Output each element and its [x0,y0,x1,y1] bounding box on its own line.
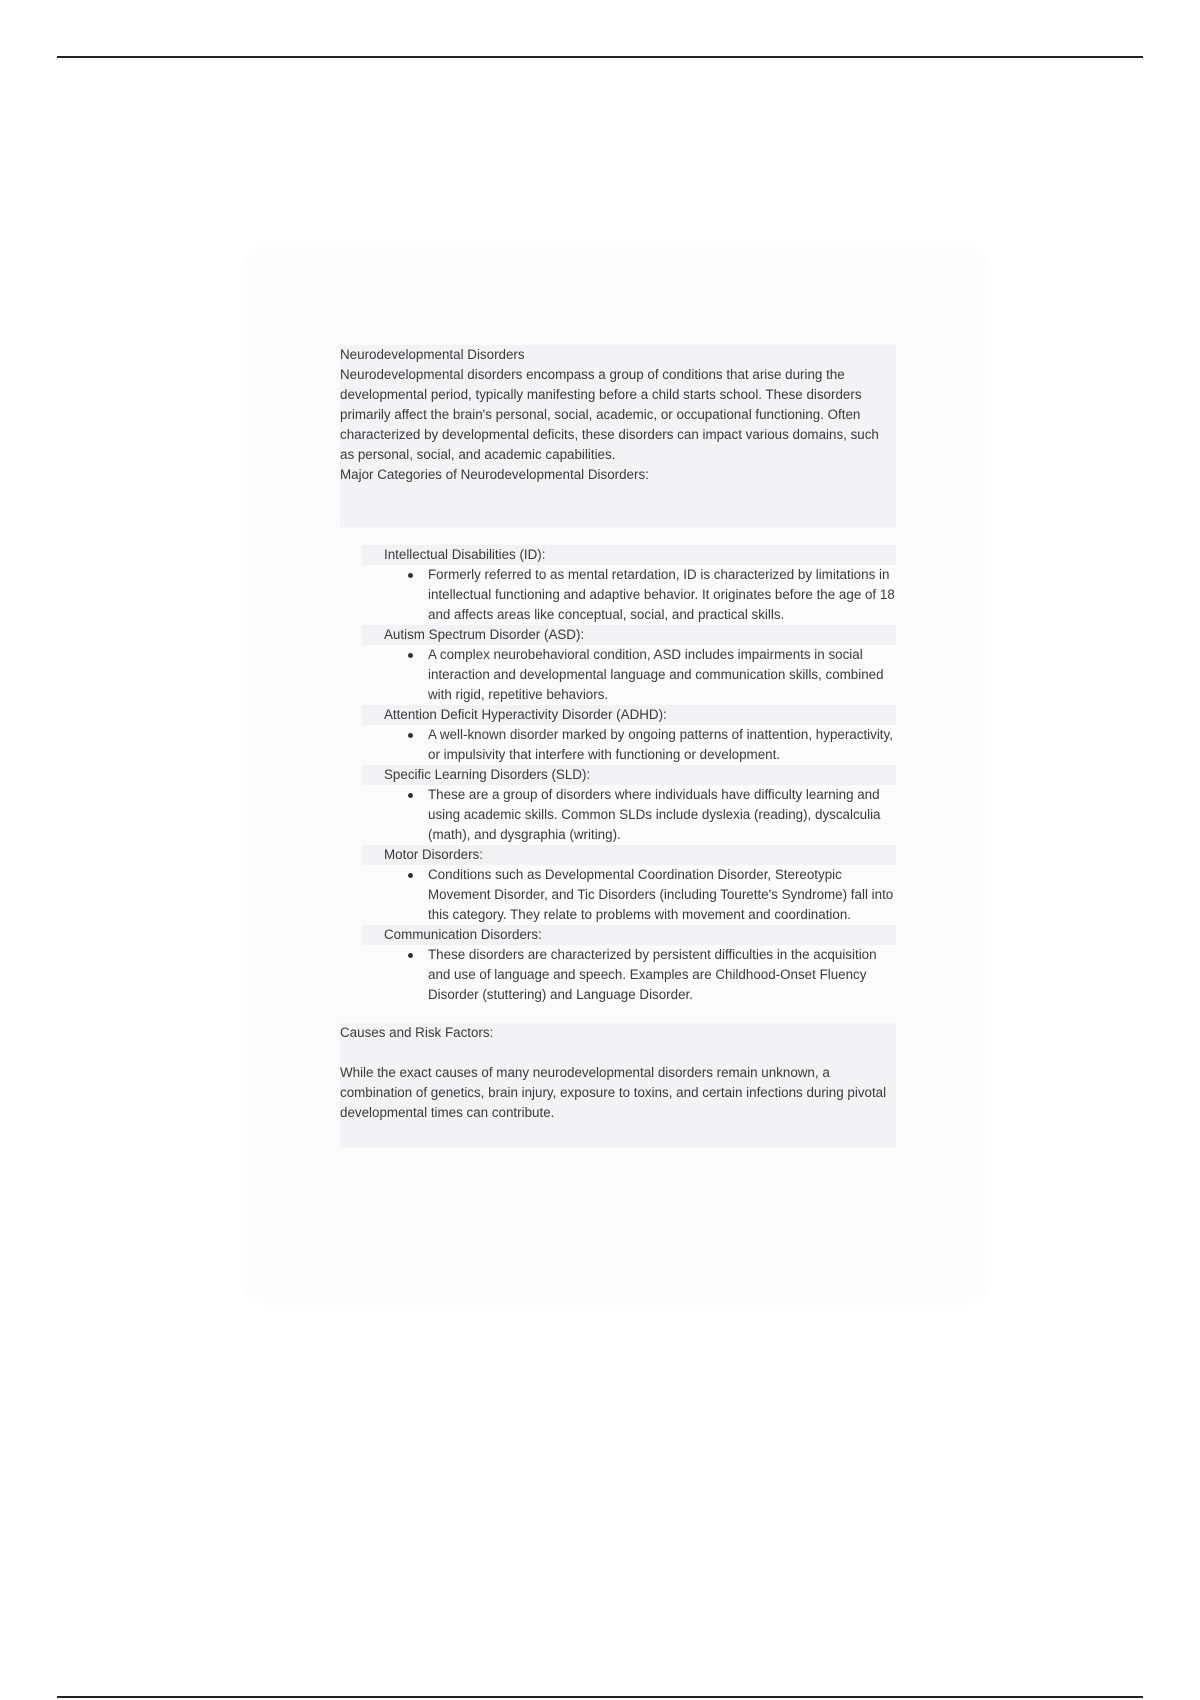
bullet-text: Conditions such as Developmental Coordination Disorder, Stereotypic Movement Disorder, and Tic Disorders (including Tourette's Syndrome) fall into this category. They relate to problems with movement and coordination. [428,867,894,922]
category-title: Motor Disorders: [362,845,896,865]
top-rule [57,56,1143,58]
bullet-icon [408,573,413,578]
bullet-icon [408,733,413,738]
bullet-item [428,645,896,705]
causes-paragraph: While the exact causes of many neurodevelopmental disorders remain unknown, a combination of genetics, brain injury, exposure to toxins, and certain infections during pivotal developmental times can contribute. [340,1065,887,1120]
categories-heading: Major Categories of Neurodevelopmental Disorders: [340,467,649,482]
bullet-text: These disorders are characterized by persistent difficulties in the acquisition and use of language and speech. Examples are Childhood-Onset Fluency Disorder (stuttering) and Language Disorder. [428,947,877,1002]
bullet-list [340,725,896,765]
category-item [340,765,896,845]
bullet-text: A well-known disorder marked by ongoing patterns of inattention, hyperactivity, or impulsivity that interfere with functioning or development. [428,727,893,762]
category-list [340,545,896,1005]
intro-block [340,345,896,527]
bullet-list [340,565,896,625]
bullet-list [340,945,896,1005]
category-item [340,625,896,705]
category-title: Intellectual Disabilities (ID): [362,545,896,565]
category-title: Communication Disorders: [362,925,896,945]
document-content [340,345,896,1147]
bullet-text: These are a group of disorders where individuals have difficulty learning and using academic skills. Common SLDs include dyslexia (reading), dyscalculia (math), and dysgraphia (writing). [428,787,881,842]
category-title: Specific Learning Disorders (SLD): [362,765,896,785]
category-item [340,845,896,925]
bullet-item [428,565,896,625]
bullet-icon [408,953,413,958]
document-title: Neurodevelopmental Disorders [340,347,525,362]
category-item [340,545,896,625]
bullet-list [340,645,896,705]
bullet-text: Formerly referred to as mental retardation, ID is characterized by limitations in intellectual functioning and adaptive behavior. It originates before the age of 18 and affects areas like conceptual, social, and practical skills. [428,567,895,622]
bullet-icon [408,793,413,798]
bullet-icon [408,873,413,878]
bullet-item [428,785,896,845]
causes-block [340,1023,896,1147]
bullet-item [428,865,896,925]
intro-paragraph: Neurodevelopmental disorders encompass a group of conditions that arise during the developmental period, typically manifesting before a child starts school. These disorders primarily affect the brain's personal, social, academic, or occupational functioning. Often characterized by developmental deficits, these disorders can impact various domains, such as personal, social, and academic capabilities. [340,367,879,462]
bullet-item [428,725,896,765]
bullet-item [428,945,896,1005]
causes-heading: Causes and Risk Factors: [340,1025,494,1040]
category-item [340,705,896,765]
category-title: Attention Deficit Hyperactivity Disorder (ADHD): [362,705,896,725]
bullet-text: A complex neurobehavioral condition, ASD includes impairments in social interaction and developmental language and communication skills, combined with rigid, repetitive behaviors. [428,647,884,702]
bottom-rule [57,1696,1143,1698]
bullet-icon [408,653,413,658]
category-item [340,925,896,1005]
bullet-list [340,785,896,845]
bullet-list [340,865,896,925]
category-title: Autism Spectrum Disorder (ASD): [362,625,896,645]
